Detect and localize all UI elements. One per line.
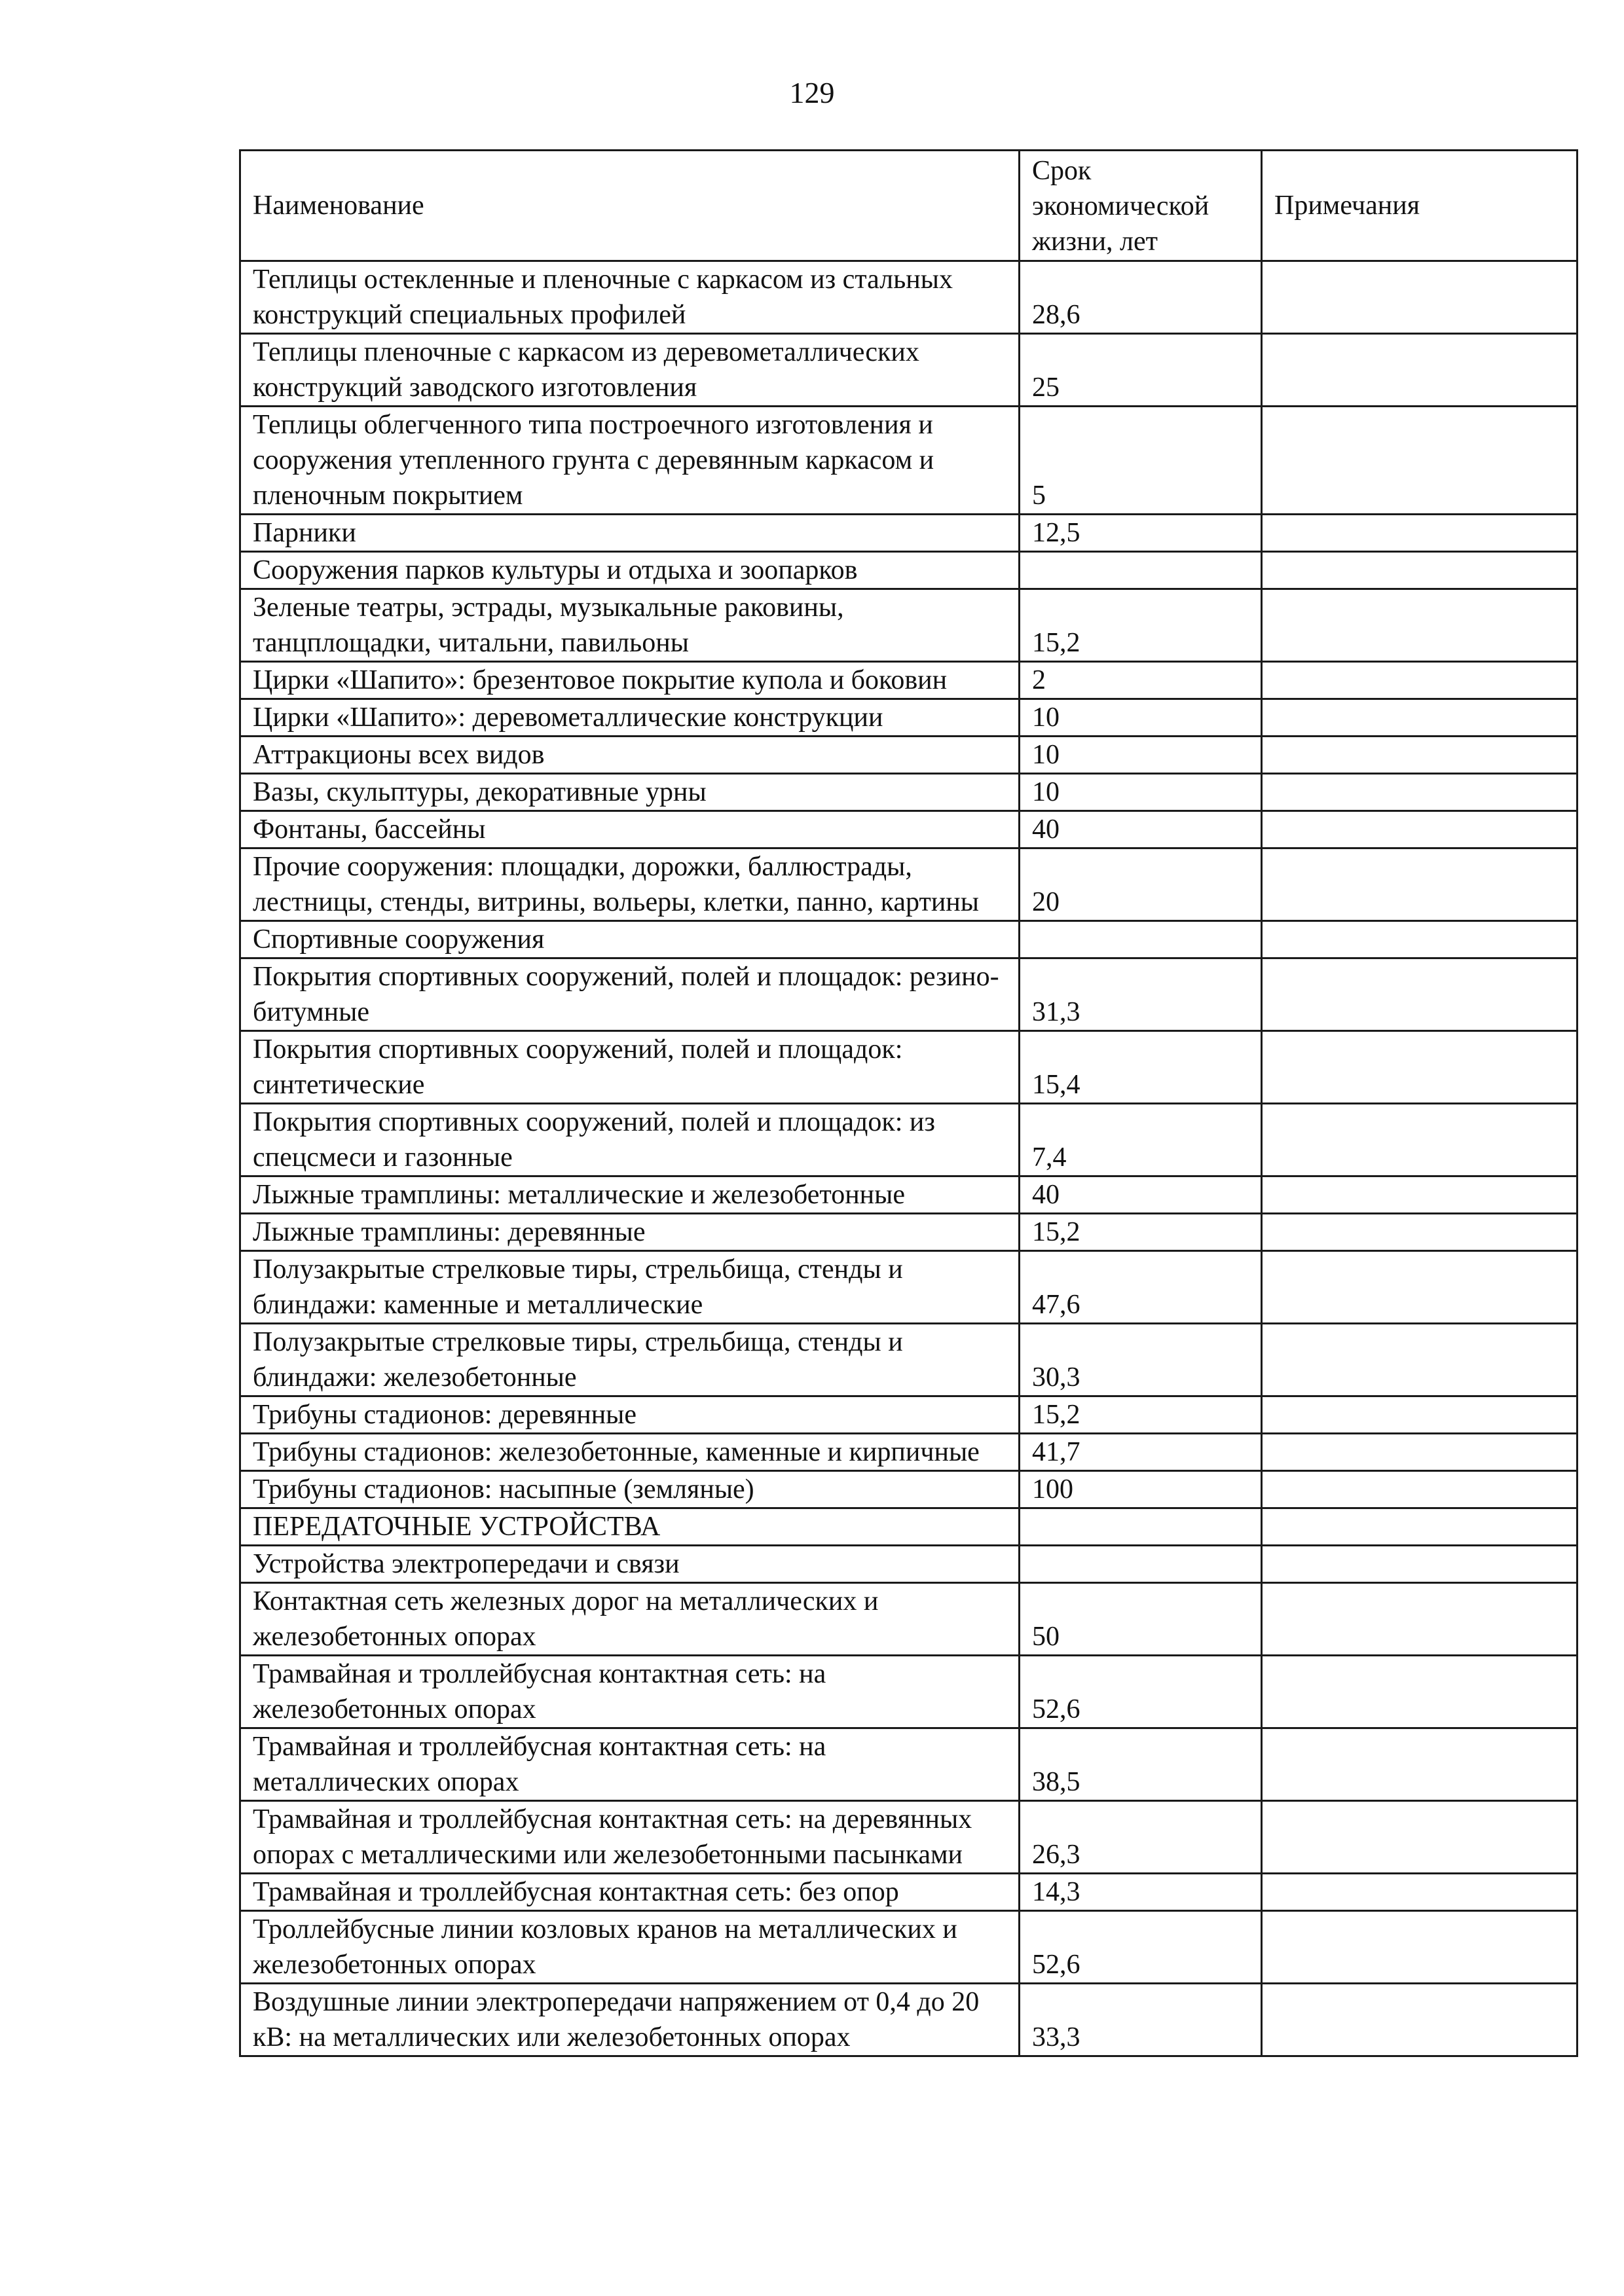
table-body	[240, 261, 1578, 2056]
cell-name: Трамвайная и троллейбусная контактная сеть: на металлических опорах	[240, 1728, 1020, 1801]
cell-life: 14,3	[1020, 1874, 1262, 1911]
cell-notes	[1262, 1434, 1578, 1471]
table-header-row	[240, 151, 1578, 261]
cell-life: 10	[1020, 699, 1262, 737]
cell-name: Лыжные трамплины: деревянные	[240, 1214, 1020, 1251]
table-row	[240, 699, 1578, 737]
cell-name: Теплицы остекленные и пленочные с каркасом из стальных конструкций специальных профилей	[240, 261, 1020, 334]
cell-notes	[1262, 1396, 1578, 1434]
cell-name: Зеленые театры, эстрады, музыкальные раковины, танцплощадки, читальни, павильоны	[240, 589, 1020, 662]
lifetime-table	[239, 149, 1578, 2057]
cell-notes	[1262, 334, 1578, 407]
cell-notes	[1262, 1104, 1578, 1176]
table-row	[240, 811, 1578, 848]
cell-life: 33,3	[1020, 1984, 1262, 2056]
cell-name: Воздушные линии электропередачи напряжением от 0,4 до 20 кВ: на металлических или железобетонных опорах	[240, 1984, 1020, 2056]
cell-life: 15,2	[1020, 1214, 1262, 1251]
table-row	[240, 589, 1578, 662]
table-row	[240, 921, 1578, 958]
table-row	[240, 1801, 1578, 1874]
cell-life: 2	[1020, 662, 1262, 699]
cell-life: 5	[1020, 407, 1262, 515]
cell-name: Сооружения парков культуры и отдыха и зоопарков	[240, 552, 1020, 589]
table-row	[240, 848, 1578, 921]
cell-life	[1020, 1508, 1262, 1546]
cell-notes	[1262, 737, 1578, 774]
cell-notes	[1262, 958, 1578, 1031]
table-row	[240, 1728, 1578, 1801]
table-row	[240, 1471, 1578, 1508]
cell-name: Полузакрытые стрелковые тиры, стрельбища, стенды и блиндажи: железобетонные	[240, 1324, 1020, 1396]
cell-name: Покрытия спортивных сооружений, полей и площадок: синтетические	[240, 1031, 1020, 1104]
cell-notes	[1262, 699, 1578, 737]
cell-life: 15,2	[1020, 1396, 1262, 1434]
cell-name: Устройства электропередачи и связи	[240, 1546, 1020, 1583]
table-row	[240, 1324, 1578, 1396]
table-row	[240, 1508, 1578, 1546]
cell-notes	[1262, 774, 1578, 811]
cell-notes	[1262, 407, 1578, 515]
cell-name: Теплицы облегченного типа построечного изготовления и сооружения утепленного грунта с деревянным каркасом и пленочным покрытием	[240, 407, 1020, 515]
cell-notes	[1262, 1801, 1578, 1874]
table-row	[240, 1031, 1578, 1104]
table-row	[240, 334, 1578, 407]
cell-life: 41,7	[1020, 1434, 1262, 1471]
cell-life: 50	[1020, 1583, 1262, 1656]
cell-life: 28,6	[1020, 261, 1262, 334]
cell-name: Контактная сеть железных дорог на металлических и железобетонных опорах	[240, 1583, 1020, 1656]
cell-name: Трамвайная и троллейбусная контактная сеть: без опор	[240, 1874, 1020, 1911]
table-row	[240, 1104, 1578, 1176]
cell-notes	[1262, 552, 1578, 589]
table-row	[240, 662, 1578, 699]
cell-life: 47,6	[1020, 1251, 1262, 1324]
cell-notes	[1262, 921, 1578, 958]
table-row	[240, 774, 1578, 811]
table-row	[240, 1874, 1578, 1911]
cell-life: 52,6	[1020, 1656, 1262, 1728]
cell-life	[1020, 921, 1262, 958]
cell-notes	[1262, 1214, 1578, 1251]
cell-notes	[1262, 1471, 1578, 1508]
cell-notes	[1262, 1583, 1578, 1656]
cell-name: ПЕРЕДАТОЧНЫЕ УСТРОЙСТВА	[240, 1508, 1020, 1546]
cell-life: 15,4	[1020, 1031, 1262, 1104]
cell-notes	[1262, 1874, 1578, 1911]
cell-name: Трибуны стадионов: деревянные	[240, 1396, 1020, 1434]
table-row	[240, 958, 1578, 1031]
cell-life: 26,3	[1020, 1801, 1262, 1874]
cell-life: 15,2	[1020, 589, 1262, 662]
cell-notes	[1262, 515, 1578, 552]
table-row	[240, 552, 1578, 589]
table-row	[240, 1396, 1578, 1434]
cell-name: Трамвайная и троллейбусная контактная сеть: на деревянных опорах с металлическими или железобетонными пасынками	[240, 1801, 1020, 1874]
table-row	[240, 515, 1578, 552]
table-row	[240, 261, 1578, 334]
cell-name: Троллейбусные линии козловых кранов на металлических и железобетонных опорах	[240, 1911, 1020, 1984]
cell-notes	[1262, 1984, 1578, 2056]
cell-notes	[1262, 1728, 1578, 1801]
cell-life: 31,3	[1020, 958, 1262, 1031]
cell-notes	[1262, 1656, 1578, 1728]
table-row	[240, 1251, 1578, 1324]
table-row	[240, 1656, 1578, 1728]
table-row	[240, 1984, 1578, 2056]
table-row	[240, 1176, 1578, 1214]
table-row	[240, 737, 1578, 774]
cell-life: 20	[1020, 848, 1262, 921]
cell-name: Парники	[240, 515, 1020, 552]
cell-life: 10	[1020, 774, 1262, 811]
cell-name: Прочие сооружения: площадки, дорожки, баллюстрады, лестницы, стенды, витрины, вольеры, клетки, панно, картины	[240, 848, 1020, 921]
table-row	[240, 407, 1578, 515]
page-number: 129	[789, 76, 835, 109]
cell-notes	[1262, 811, 1578, 848]
table-row	[240, 1434, 1578, 1471]
cell-notes	[1262, 848, 1578, 921]
cell-name: Трибуны стадионов: железобетонные, каменные и кирпичные	[240, 1434, 1020, 1471]
header-name: Наименование	[240, 151, 1020, 261]
cell-notes	[1262, 589, 1578, 662]
table-row	[240, 1214, 1578, 1251]
cell-life: 7,4	[1020, 1104, 1262, 1176]
cell-life	[1020, 1546, 1262, 1583]
cell-name: Вазы, скульптуры, декоративные урны	[240, 774, 1020, 811]
cell-notes	[1262, 1251, 1578, 1324]
cell-notes	[1262, 261, 1578, 334]
cell-life: 100	[1020, 1471, 1262, 1508]
cell-life: 38,5	[1020, 1728, 1262, 1801]
cell-name: Фонтаны, бассейны	[240, 811, 1020, 848]
cell-life: 40	[1020, 1176, 1262, 1214]
cell-notes	[1262, 1031, 1578, 1104]
cell-name: Лыжные трамплины: металлические и железобетонные	[240, 1176, 1020, 1214]
header-life: Срок экономической жизни, лет	[1020, 151, 1262, 261]
cell-name: Полузакрытые стрелковые тиры, стрельбища, стенды и блиндажи: каменные и металлические	[240, 1251, 1020, 1324]
cell-name: Аттракционы всех видов	[240, 737, 1020, 774]
cell-name: Цирки «Шапито»: брезентовое покрытие купола и боковин	[240, 662, 1020, 699]
cell-name: Цирки «Шапито»: деревометаллические конструкции	[240, 699, 1020, 737]
table-row	[240, 1583, 1578, 1656]
cell-life: 12,5	[1020, 515, 1262, 552]
cell-notes	[1262, 1546, 1578, 1583]
cell-life: 10	[1020, 737, 1262, 774]
table-row	[240, 1546, 1578, 1583]
cell-name: Спортивные сооружения	[240, 921, 1020, 958]
cell-life: 30,3	[1020, 1324, 1262, 1396]
header-notes: Примечания	[1262, 151, 1578, 261]
cell-notes	[1262, 1911, 1578, 1984]
cell-life: 25	[1020, 334, 1262, 407]
table-row	[240, 1911, 1578, 1984]
cell-name: Теплицы пленочные с каркасом из деревометаллических конструкций заводского изготовления	[240, 334, 1020, 407]
cell-life	[1020, 552, 1262, 589]
cell-notes	[1262, 1176, 1578, 1214]
cell-name: Трамвайная и троллейбусная контактная сеть: на железобетонных опорах	[240, 1656, 1020, 1728]
cell-name: Покрытия спортивных сооружений, полей и площадок: резино-битумные	[240, 958, 1020, 1031]
cell-notes	[1262, 1508, 1578, 1546]
cell-life: 52,6	[1020, 1911, 1262, 1984]
cell-name: Покрытия спортивных сооружений, полей и площадок: из спецсмеси и газонные	[240, 1104, 1020, 1176]
cell-notes	[1262, 662, 1578, 699]
cell-life: 40	[1020, 811, 1262, 848]
cell-notes	[1262, 1324, 1578, 1396]
cell-name: Трибуны стадионов: насыпные (земляные)	[240, 1471, 1020, 1508]
